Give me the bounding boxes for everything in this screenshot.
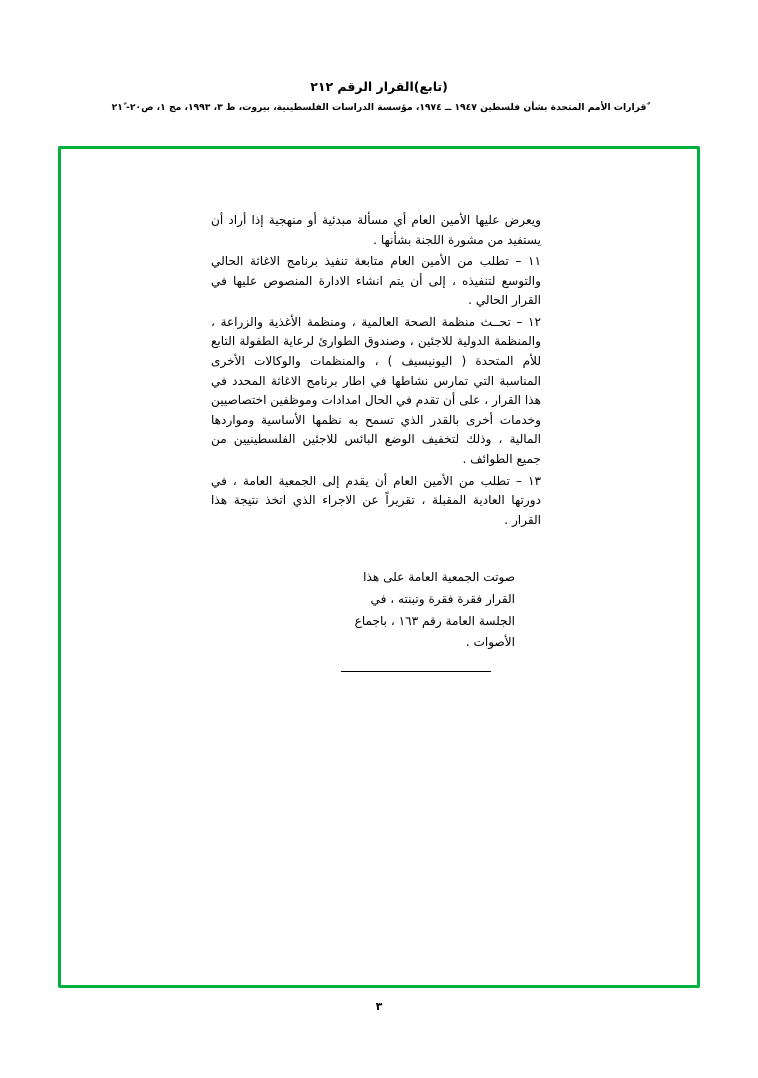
document-body — [211, 211, 541, 531]
page-title: (تابع)القرار الرقم ٢١٢ — [310, 79, 448, 94]
paragraph-13: ١٣ – تطلب من الأمين العام أن يقدم إلى الجمعية العامة ، في دورتها العادية المقبلة ، تقريراً عن الاجراء الذي اتخذ نتيجة هذا القرار . — [211, 473, 541, 527]
page-number: ٣ — [375, 1000, 383, 1013]
green-border-frame — [58, 146, 700, 988]
paragraph-12: ١٢ – تحــث منظمة الصحة العالمية ، ومنظمة الأغذية والزراعة ، والمنظمة الدولية للاجئين ، وصندوق الطوارئ لرعاية الطفولة التابع للأم المتحدة ( اليونيسيف ) ، والمنظمات والوكالات الأخرى المناسبة التي تمارس نشاطها في اطار برنامج الاغاثة المحدد في هذا القرار ، على أن تقدم في الحال امدادات وموظفين اختصاصيين وخدمات أخرى بالقدر الذي تسمح به نظمها الأساسية ومواردها المالية ، وذلك لتخفيف الوضع البائس للاجئين الفلسطينيين من جميع الطوائف . — [211, 314, 541, 466]
page-header — [0, 78, 758, 114]
paragraph-11: ١١ – تطلب من الأمين العام متابعة تنفيذ برنامج الاغاثة الحالي والتوسع لتنفيذه ، إلى أن يتم انشاء الادارة المنصوص عليها في القرار الحالي . — [211, 254, 541, 308]
vote-note-line-3: الجلسة العامة رقم ١٦٣ ، باجماع — [354, 613, 515, 628]
vote-note-line-1: صوتت الجمعية العامة على هذا — [363, 570, 515, 584]
paragraph-intro: ويعرض عليها الأمين العام أي مسألة مبدئية أو منهجية إذا أراد أن يستفيد من مشورة اللجنة بشأنها . — [211, 213, 541, 247]
vote-note-line-2: القرار فقرة فقرة وتبنته ، في — [370, 591, 515, 606]
source-citation: ٌقرارات الأمم المتحدة بشأن فلسطين ١٩٤٧ ــ ١٩٧٤، مؤسسة الدراسات الفلسطينية، بيروت، ط ٣، ١٩٩٣، مج ١، ص٢٠- ٢١ً — [111, 101, 647, 113]
vote-note — [300, 567, 515, 654]
horizontal-rule — [341, 671, 491, 672]
vote-note-line-4: الأصوات . — [465, 635, 515, 650]
